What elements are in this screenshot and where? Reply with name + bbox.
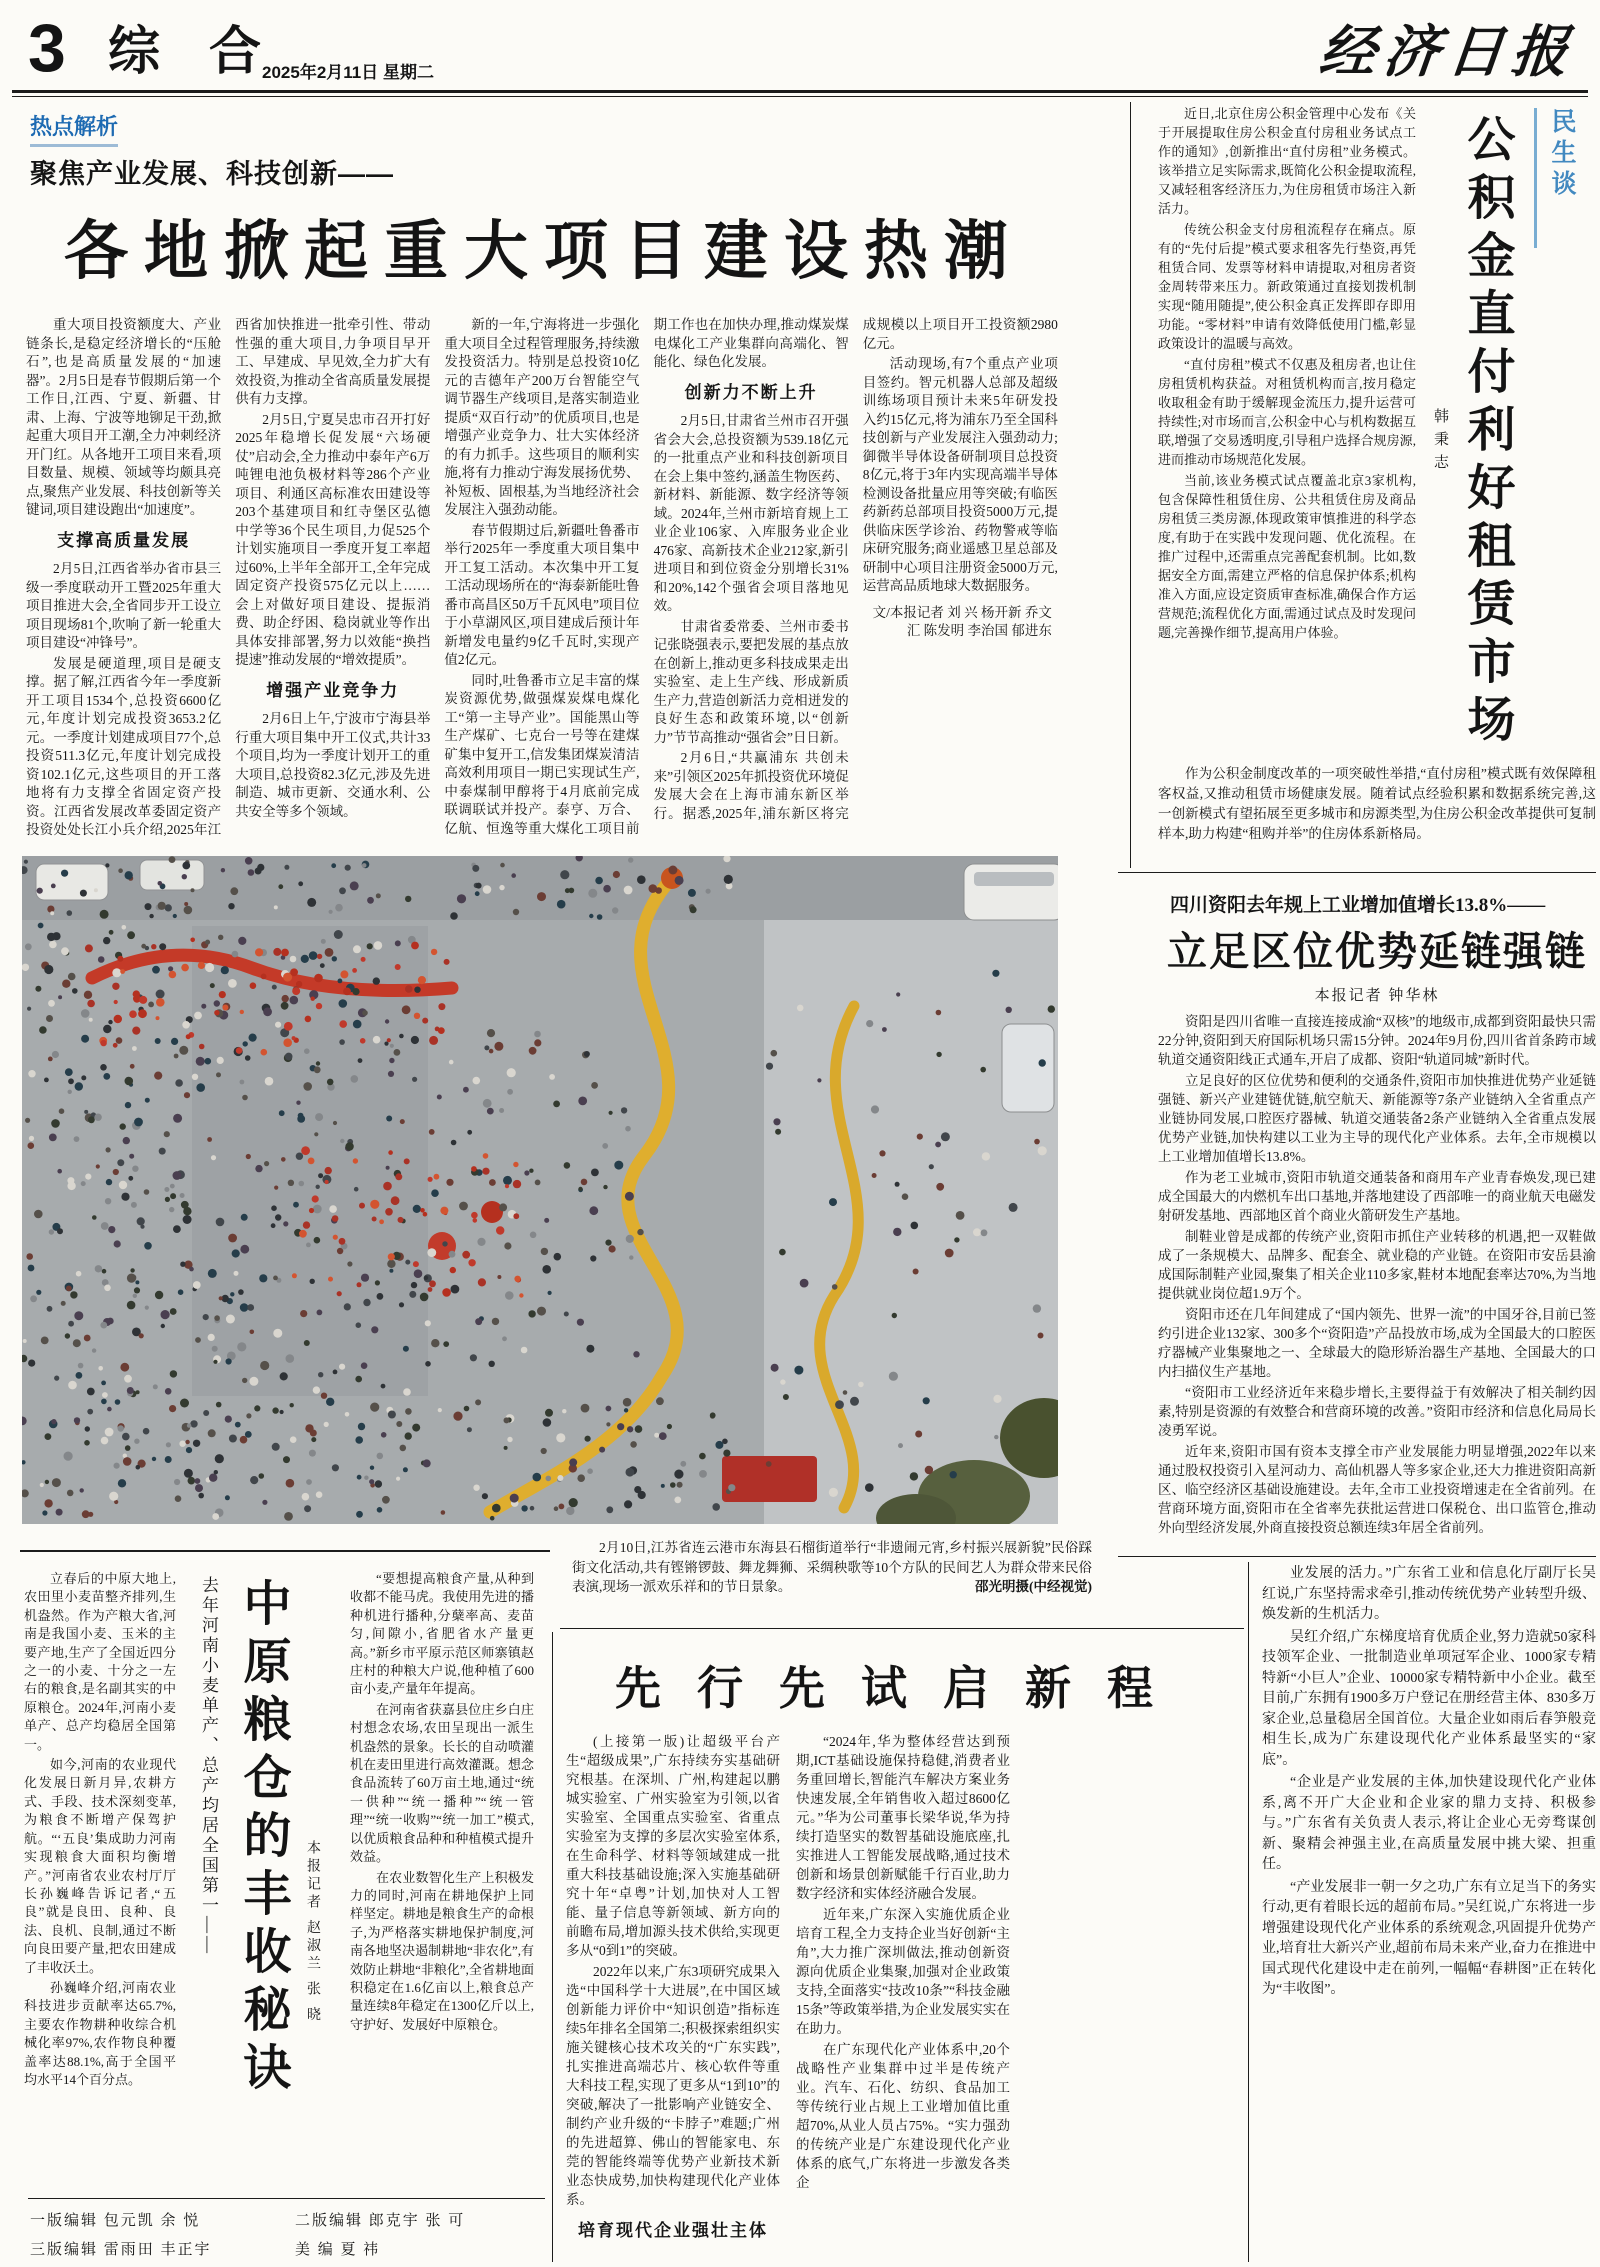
article-paragraph: 立春后的中原大地上,农田里小麦苗整齐排列,生机盎然。作为产粮大省,河南是我国小麦、玉米的主要产地,生产了全国近四分之一的小麦、十分之一左右的粮食,是名副其实的中原粮仓。2024年,河南小麦单产、总产均稳居全国第一。 — [24, 1571, 176, 1752]
guangdong-left-divider — [552, 1632, 553, 2262]
footer-rule — [28, 2198, 545, 2199]
article-paragraph: 2022年以来,广东3项研究成果入选“中国科学十大进展”,在中国区域创新能力评价中“知识创造”指标连续5年排名全国第二;积极探索组织实施关键核心技术攻关的“广东实践”,扎实推进高端芯片、核心软件等重大科技工程,实现了更多从“1到10”的突破,解决了一批影响产业链安全、制约产业升级的“卡脖子”难题;广州的先进超算、佛山的智能家电、东莞的智能终端等优势产业新技术新业态快成势,加快构建现代化产业体系。 — [566, 1964, 780, 2207]
section-title: 综 合 — [108, 24, 280, 81]
page-date: 2025年2月11日 星期二 — [262, 63, 434, 82]
festival-photo — [22, 856, 1058, 1524]
article-paragraph: 2月5日,甘肃省兰州市召开强省会大会,总投资额为539.18亿元的一批重点产业和科技创新项目在会上集中签约,涵盖生物医药、新材料、新能源、数字经济等领域。2024年,兰州市新培育规上工业企业106家、入库服务业企业476家、高新技术企业212家,新引进项目和到位资金分别增长31%和20%,142个强省会项目落地见效。 — [653, 413, 849, 613]
article-paragraph: 近日,北京住房公积金管理中心发布《关于开展提取住房公积金直付房租业务试点工作的通知》,创新推出“直付房租”业务模式。该举措立足实际需求,既简化公积金提取流程,又减轻租客经济压力,为住房租赁市场注入新活力。 — [1158, 106, 1416, 216]
article-paragraph: 2月6日上午,宁波市宁海县举行重大项目集中开工仪式,共计33个项目,均为一季度计划开工的重大项目,总投资82.3亿元,涉及先进制造、城市更新、交通水利、公共安全等多个领域。 — [235, 711, 431, 819]
article-paragraph: 重大项目投资额度大、产业链条长,是稳定经济增长的“压舱石”,也是高质量发展的“加速器”。2月5日是春节假期后第一个工作日,江西、宁夏、新疆、甘肃、上海、宁波等地铆足干劲,掀起重大项目开工潮,全力冲刺经济开门红。从各地开工项目来看,项目数量、规模、领域等均颇具亮点,聚焦产业发展、科技创新等关键词,项目建设跑出“加速度”。 — [26, 317, 222, 517]
article-paragraph: 2月6日,“共赢浦东 共创未来”引领区2025年抓投资优环境促发展大会在上海市浦东新区举行。据悉,2025年,浦东新区将完成规模以上项目开工投资额2980亿元。 — [653, 317, 1058, 821]
article-paragraph: 在河南省获嘉县位庄乡白庄村想念农场,农田呈现出一派生机盎然的景象。长长的自动喷灌机在麦田里进行高效灌溉。想念食品流转了60万亩土地,通过“统一供种”“统一播种”“统一管理”“统一收购”“统一加工”模式,以优质粮食品种和种植模式提升效益。 — [350, 1701, 534, 1865]
article-paragraph: 二版编辑 郎克宇 张 可 — [295, 2213, 466, 2229]
minsheng-author: 韩秉志 — [1432, 408, 1448, 477]
article-paragraph: “产业发展非一朝一夕之功,广东有立足当下的务实行动,更有着眼长远的超前布局。”吴红说,广东将进一步增强建设现代化产业体系的系统观念,巩固提升优势产业,培育壮大新兴产业,超前布局未来产业,奋力在推进中国式现代化建设中走在前列,一幅幅“春耕图”正在转化为“丰收图”。 — [1262, 1879, 1596, 1997]
article-paragraph: 近年来,广东深入实施优质企业培育工程,全力支持企业当好创新“主角”,大力推广深圳做法,推动创新资源向优质企业集聚,加强对企业政策支持,全面落实“技改10条”“科技金融15条”等政策举措,为企业发展实实在在助力。 — [796, 1907, 1010, 2036]
article-subhead: 支撑高质量发展 — [57, 530, 191, 550]
masthead-logo: 经济日报 — [1316, 22, 1579, 84]
article-paragraph: 发展是硬道理,项目是硬支撑。据了解,江西省今年一季度新开工项目1534个,总投资6600亿元,年度计划完成投资3653.2亿元。一季度计划建成项目77个,总投资511.3亿元,年度计划完成投资102.1亿元,这些项目的开工落地将有力支撑全省固定资产投资。江西省发展改革委固定资产投资处处长江小兵介绍,2025年江西省加快推进一批牵引性、带动性强的重大项目,力争项目早开工、早建成、早见效,全力扩大有效投资,为推动全省高质量发展提供有力支撑。 — [26, 317, 431, 837]
article-paragraph: 春节假期过后,新疆吐鲁番市举行2025年一季度重大项目集中开工复工活动。本次集中开工复工活动现场所在的“海泰新能吐鲁番市高昌区50万千瓦风电”项目位于小草湖风区,项目建成后预计年新增发电量约9亿千瓦时,实现产值2亿元。 — [444, 522, 640, 667]
lead-article-body — [26, 316, 1058, 848]
article-paragraph: 美 编 夏 祎 — [295, 2242, 381, 2258]
article-paragraph: 资阳市还在几年间建成了“国内领先、世界一流”的中国牙谷,目前已签约引进企业132家、300多个“资阳造”产品投放市场,成为全国最大的口腔医疗器械产业集聚地之一、全球最大的隐形矫治器生产基地、全国最大的口内扫描仪生产基地。 — [1158, 1307, 1596, 1379]
ziyang-headline: 立足区位优势延链强链 — [1167, 929, 1587, 974]
guangdong-body — [566, 1732, 1240, 2264]
photo-caption-text — [572, 1538, 1092, 1597]
article-paragraph: “企业是产业发展的主体,加快建设现代化产业体系,离不开广大企业和企业家的鼎力支持、积极参与。”广东省有关负责人表示,将让企业心无旁骛谋创新、聚精会神强主业,在高质量发展中挑大梁、担重任。 — [1262, 1775, 1596, 1872]
minsheng-closing — [1158, 764, 1596, 868]
header-rule-thick — [12, 90, 1588, 93]
minsheng-column-label: 民生谈 — [1534, 108, 1580, 248]
article-subhead: 培育现代企业强壮主体 — [578, 2221, 768, 2240]
white-car-3 — [1002, 1024, 1054, 1112]
henan-kicker: 去年河南小麦单产、总产均居全国第一—— — [199, 1576, 218, 1956]
white-car-2 — [140, 860, 204, 890]
red-lantern-2 — [481, 1201, 503, 1223]
article-paragraph: 立足良好的区位优势和便利的交通条件,资阳市加快推进优势产业延链强链、新兴产业建链优链,航空航天、新能源等7条产业链纳入全省重点产业链协同发展,口腔医疗器械、轨道交通装备2条产业链纳入全省重点发展优势产业链,加快构建以工业为主导的现代化产业体系。去年,全市规模以上工业增加值增长13.8%。 — [1158, 1073, 1596, 1164]
white-car-1 — [36, 864, 108, 900]
column-divider-right — [1130, 102, 1131, 868]
article-paragraph: 作为老工业城市,资阳市轨道交通装备和商用车产业青春焕发,现已建成全国最大的内燃机车出口基地,并落地建设了西部唯一的商业航天电磁发射研发基地、西部地区首个商业火箭研发生产基地。 — [1158, 1170, 1596, 1223]
ziyang-bottom-rule — [1118, 1556, 1596, 1557]
article-paragraph: 如今,河南的农业现代化发展日新月异,农耕方式、手段、技术深刻变革,为粮食不断增产保驾护航。“‘五良’集成助力河南实现粮食大面积均衡增产。”河南省农业农村厅厅长孙巍峰告诉记者,“五良”就是良田、良种、良法、良机、良制,通过不断向良田要产量,把农田建成了丰收沃土。 — [24, 1757, 176, 1975]
guangdong-right-divider — [1248, 1562, 1249, 2262]
festival-photo-svg — [22, 856, 1058, 1524]
henan-headline: 中原粮仓的丰收秘诀 — [236, 1578, 289, 2100]
article-paragraph: (上接第一版)让超级平台产生“超级成果”,广东持续夯实基础研究根基。在深圳、广州,构建起以鹏城实验室、广州实验室为引领,以省实验室、全国重点实验室、省重点实验室为支撑的多层次实验室体系,在生命科学、材料等领域建成一批重大科技基础设施;深入实施基础研究十年“卓粤”计划,加快对人工智能、量子信息等新领域、新方向的前瞻布局,增加源头技术供给,实现更多从“0到1”的突破。 — [566, 1734, 780, 1958]
ziyang-body — [1158, 1012, 1596, 1552]
henan-right-column — [350, 1570, 534, 2130]
caption-text: 2月10日,江苏省连云港市东海县石榴街道举行“非遗闹元宵,乡村振兴展新貌”民俗踩街文化活动,共有铿锵锣鼓、舞龙舞狮、采绸秧歌等10个方队的民间艺人为群众带来民俗表演,现场一派欢乐祥和的节日景象。 — [572, 1540, 1092, 1594]
article-paragraph: 业发展的活力。”广东省工业和信息化厅副厅长吴红说,广东坚持需求牵引,推动传统优势产业转型升级、焕发新的生机活力。 — [1262, 1566, 1596, 1622]
article-paragraph: 吴红介绍,广东梯度培育优质企业,努力造就50家科技领军企业、一批制造业单项冠军企业、1000家专精特新“小巨人”企业、10000家专精特新中小企业。截至目前,广东拥有1900多万户登记在册经营主体、830多万家企业,总量稳居全国首位。大量企业如雨后春笋般竞相生长,成为广东建设现代化产业体系最坚实的“家底”。 — [1262, 1629, 1596, 1768]
article-paragraph: 在广东现代化产业体系中,20个战略性产业集群中过半是传统产业。汽车、石化、纺织、食品加工等传统行业占规上工业增加值比重超70%,从业人员占75%。“实力强劲的传统产业是广东建设现代化产业体系的底气,广东将进一步激发各类企 — [796, 2042, 1010, 2190]
article-paragraph: 制鞋业曾是成都的传统产业,资阳市抓住产业转移的机遇,把一双鞋做成了一条规模大、品牌多、配套全、就业稳的产业链。在资阳市安岳县渝成国际制鞋产业园,聚集了相关企业110多家,鞋材本地配套率达70%,为当地提供就业岗位超1.9万个。 — [1158, 1229, 1596, 1301]
hot-topic-tag-wrap — [30, 110, 118, 147]
article-paragraph: 甘肃省委常委、兰州市委书记张晓强表示,要把发展的基点放在创新上,推动更多科技成果走出实验室、走上生产线、形成新质生产力,营造创新活力竞相迸发的良好生态和政策环境,以“创新力”节节高推动“强省会”日日新。 — [653, 618, 849, 745]
article-paragraph: “2024年,华为整体经营达到预期,ICT基础设施保持稳健,消费者业务重回增长,智能汽车解决方案业务快速发展,全年销售收入超过8600亿元。”华为公司董事长梁华说,华为持续打造坚实的数智基础设施底座,扎实推进人工智能发展战略,通过技术创新和场景创新赋能千行百业,助力数字经济和实体经济融合发展。 — [796, 1734, 1010, 1901]
article-paragraph: 一版编辑 包元凯 余 悦 — [30, 2213, 201, 2229]
article-paragraph: 近年来,资阳市国有资本支撑全市产业发展能力明显增强,2022年以来通过股权投资引入星河动力、高仙机器人等多家企业,还大力推进资阳高新区、临空经济区基础设施建设。去年,全市工业投资增速走在全省前列。在营商环境方面,资阳市在全省率先获批运营进口保税仓、出口监管仓,推动外向型经济发展,外商直接投资总额连续3年居全省前列。 — [1158, 1444, 1596, 1535]
henan-left-column — [24, 1570, 176, 2192]
article-paragraph: 资阳是四川省唯一直接连接成渝“双核”的地级市,成都到资阳最快只需22分钟,资阳到天府国际机场只需15分钟。2024年9月份,四川省首条跨市域轨道交通资阳线正式通车,开启了成都、资阳“轨道同城”新时代。 — [1158, 1014, 1596, 1067]
article-paragraph: 当前,该业务模式试点覆盖北京3家机构,包含保障性租赁住房、公共租赁住房及商品房租赁三类房源,体现政策审慎推进的科学态度,有助于在实践中发现问题、优化流程。在推广过程中,还需重点完善配套机制。比如,数据安全方面,需建立严格的信息保护体系;机构准入方面,应设定资质审查标准,确保合作方运营规范;流程优化方面,需通过试点及时发现问题,完善操作细节,提高用户体验。 — [1158, 473, 1416, 640]
article-paragraph: 2月5日,宁夏吴忠市召开打好2025年稳增长促发展“六场硬仗”启动会,全力推动中泰年产6万吨锂电池负极材料等286个产业项目、利通区高标准农田建设等203个基建项目和红寺堡区弘德中学等36个民生项目,力促525个计划实施项目一季度开复工率超过60%,上半年全部开工,全年完成固定资产投资575亿元以上……会上对做好项目建设、提振消费、助企纾困、稳岗就业等作出具体安排部署,努力以效能“换挡提速”推动发展的“增效提质”。 — [235, 411, 431, 667]
guangdong-top-rule — [560, 1628, 1244, 1629]
article-paragraph: 2月5日,江西省举办省市县三级一季度联动开工暨2025年重大项目推进大会,全省同步开工设立项目现场81个,吹响了新一轮重大项目建设“冲锋号”。 — [26, 561, 222, 650]
minsheng-bottom-rule — [1118, 872, 1596, 873]
ziyang-kicker: 四川资阳去年规上工业增加值增长13.8%—— — [1170, 895, 1546, 916]
minsheng-headline: 公积金直付利好租赁市场 — [1460, 114, 1513, 752]
article-paragraph: 三版编辑 雷雨田 丰正宇 — [30, 2242, 212, 2258]
article-paragraph: “要想提高粮食产量,从种到收都不能马虎。我使用先进的播种机进行播种,分蘖率高、麦苗匀,间隙小,省肥省水产量更高。”新乡市平原示范区师寨镇赵庄村的种粮大户说,他种植了600亩小麦,产量年年提高。 — [350, 1571, 534, 1697]
guangdong-headline: 先行先试启新程 — [615, 1663, 1189, 1714]
henan-top-rule — [20, 1550, 550, 1552]
lead-kicker: 聚焦产业发展、科技创新—— — [30, 159, 394, 189]
footer-credits — [30, 2208, 545, 2266]
article-paragraph: 活动现场,有7个重点产业项目签约。智元机器人总部及超级训练场项目预计未来5年研发投入约15亿元,将为浦东乃至全国科技创新与产业发展注入强劲动力;御微半导体设备研制项目总投资8亿元,将于3年内实现高端半导体检测设备批量应用等突破;有临医药新药总部项目投资5000万元,提供临床医学诊治、药物警戒等临床研究服务;商业遥感卫星总部及研制中心项目注册资金5000万元,运营高品质地球大数据服务。 — [862, 356, 1058, 593]
article-paragraph: 孙巍峰介绍,河南农业科技进步贡献率达65.7%,主要农作物耕种收综合机械化率97%,农作物良种覆盖率达88.1%,高于全国平均水平14个百分点。 — [24, 1979, 176, 2087]
header-rule-thin — [12, 96, 1588, 97]
article-paragraph: 同时,吐鲁番市立足丰富的煤炭资源优势,做强煤炭煤电煤化工“第一主导产业”。国能黑山等生产煤矿、七克台一号等在建煤矿集中复开工,信发集团煤炭清洁高效利用项目一期已实现试生产,中泰煤制甲醇将于4月底前完成联调联试并投产。泰亨、万合、亿航、恒逸等重大煤化工项目前期工作也在加快办理,推动煤炭煤电煤化工产业集群向高端化、智能化、绿色化发展。 — [444, 317, 849, 836]
page-number: 3 — [28, 10, 66, 86]
article-paragraph: 作为公积金制度改革的一项突破性举措,“直付房租”模式既有效保障租客权益,又推动租赁市场健康发展。随着试点经验积累和数据系统完善,这一创新模式有望拓展至更多城市和房源类型,为住房公积金改革提供可复制样本,助力构建“租购并举”的住房体系新格局。 — [1158, 766, 1596, 841]
article-paragraph: 在农业数智化生产上积极发力的同时,河南在耕地保护上同样坚定。耕地是粮食生产的命根子,为严格落实耕地保护制度,河南各地坚决遏制耕地“非农化”,有效防止耕地“非粮化”,全省耕地面积稳定在1.6亿亩以上,粮食总产量连续8年稳定在1300亿斤以上,守护好、发展好中原粮仓。 — [350, 1869, 534, 2032]
article-paragraph: “资阳市工业经济近年来稳步增长,主要得益于有效解决了相关制约因素,特别是资源的有效整合和营商环境的改善。”资阳市经济和信息化局局长凌勇军说。 — [1158, 1385, 1596, 1438]
henan-byline: 本报记者 赵淑兰 张 晓 — [305, 1840, 320, 2025]
article-byline: 文/本报记者 刘 兴 杨开新 乔文汇 陈发明 李治国 郁进东 — [872, 604, 1052, 638]
article-paragraph: “直付房租”模式不仅惠及租房者,也让住房租赁机构获益。对租赁机构而言,按月稳定收取租金有助于缓解现金流压力,提升运营可持续性;对市场而言,公积金中心与机构数据互联,增强了交易透明度,引导租户选择合规房源,进而推动市场规范化发展。 — [1158, 357, 1416, 467]
article-subhead: 增强产业竞争力 — [266, 680, 400, 700]
minsheng-body — [1158, 104, 1416, 762]
hot-topic-tag: 热点解析 — [30, 110, 118, 147]
photo-credit: 邵光明摄(中经视觉) — [975, 1579, 1092, 1594]
article-subhead: 创新力不断上升 — [684, 382, 818, 402]
article-paragraph: 传统公积金支付房租流程存在痛点。原有的“先付后提”模式要求租客先行垫资,再凭租赁合同、发票等材料申请提取,对租房者资金周转带来压力。新政策通过直接划拨机制实现“随用随提”,使公积金真正发挥即存即用功能。“零材料”申请有效降低使用门槛,彰显政策设计的温暖与高效。 — [1158, 222, 1416, 351]
ziyang-byline: 本报记者 钟华林 — [1314, 988, 1440, 1004]
photo-caption — [572, 1538, 1092, 1599]
lead-headline: 各地掀起重大项目建设热潮 — [64, 216, 1024, 287]
guangdong-continuation — [1262, 1564, 1596, 2264]
article-paragraph: 新的一年,宁海将进一步强化重大项目全过程管理服务,持续激发投资活力。特别是总投资10亿元的吉德年产200万台智能空气调节器生产线项目,是落实制造业提质“双百行动”的优质项目,也是增强产业竞争力、壮大实体经济的有力抓手。这些项目的顺利实施,将有力推动宁海发展扬优势、补短板、固根基,为当地经济社会发展注入强劲动能。 — [444, 317, 640, 517]
van-windshield — [974, 872, 1054, 886]
